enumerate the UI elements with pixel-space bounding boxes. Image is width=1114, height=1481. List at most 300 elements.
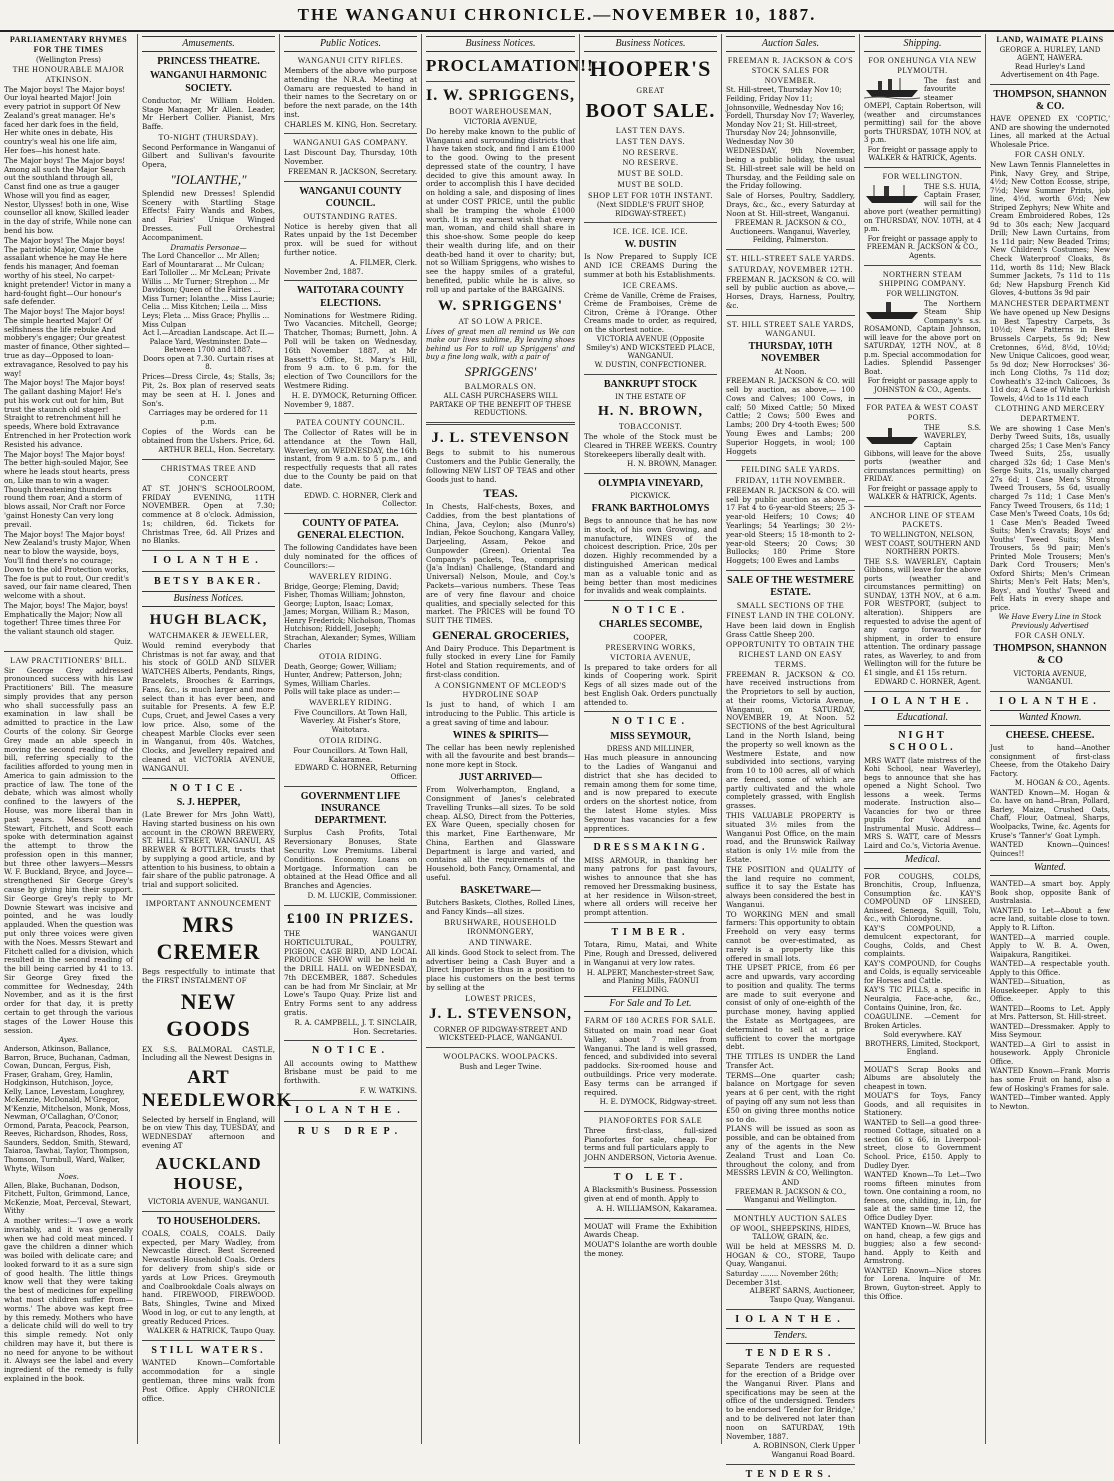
sat-title: SATURDAY, NOVEMBER 12TH.: [728, 264, 853, 274]
monthly-title: MONTHLY AUCTION SALES: [733, 1213, 848, 1223]
lines-list: New Lawn Tennis Flannelettes in Pink, Navy Grey, and Stripe, 4½d; New Cotton Ecosse, stripe, 7½d; New Summer Prints, job line, 4½d, worth 6½d; New Striped Zephyrs; New White and Cream Embroidered Robes, 12s 9d to 30s each; New Jacquard Drill; New Lawn Curtains, from 1s 11d pair; New Beaded Trims; New Children's Costumes; New Check Waterproof Cloaks, 8s 11d, worth 8s 11d; New Black Summer Jackets, 7s 11d to 11s 6d; New Hapsburg French Kid Gloves, 4-buttons 3s 9d pair: [990, 161, 1110, 298]
patea-sig: EDWD. C. HORNER, Clerk and Collector.: [303, 490, 417, 509]
divider: [584, 222, 717, 223]
tobacconist: TOBACCONIST.: [618, 422, 683, 432]
brown-title: H. N. BROWN,: [598, 404, 703, 420]
wanted-b: WANTED to Let—About a few acre land, suitable close to town. Apply to R. Lifton.: [990, 906, 1110, 932]
timber-sig: H. ALPERT, Manchester-street Saw, and Planing Mills, FAONUI FELDING.: [586, 968, 715, 994]
kays-text: KAY'S COMPOUND, a demulcent expectorant, for Coughs, Colds, and Chest complaints.: [864, 924, 981, 959]
divider: [142, 459, 275, 460]
thursday-title: THURSDAY, 10TH NOVEMBER: [748, 341, 833, 365]
dressmaking-body: MISS ARMOUR, in thanking her many patrons for past favours, wishes to announce that she has removed her Dressmaking business, at her residence in Wilson-street, where all orders will receive her prompt attention.: [584, 855, 717, 918]
arrived-body: From Wolverhampton, England, a Consignment of Janes's celebrated Travelling Trunks—all sizes. To be sold cheap. ALSO, Direct from the Potteries, EX Ware Queen, specially chosen for this market, Fine Earthenware, Mr China, Earthen and Glassware Department is large and varied, and contains all the requirements of the Household, both Fancy, Ornamental, and useful.: [426, 785, 575, 883]
spriggens-body2: Lives of great men all remind us We can make our lives sublime, By leaving shoes behind us For to roll up Spriggens' and buy a fine long walk, with a pair of: [426, 327, 575, 362]
fr-list: St. Hill-street, Thursday Nov 10; Feilding, Friday Nov 11; Johnsonville, Wednesday Nov 16; Fordell, Thursday Nov 17; Waverley, Monday Nov 21; St. Hill-street, Thursday Nov 24; Johnsonville, Wednesday Nov 30: [726, 86, 855, 146]
ice-creams-body: Crème de Vanille, Crème de Fraises, Crème de Framboises, Crème de Citron, Crème à l'Orange. Other Creams made to order, as required, on the shortest notice.: [584, 291, 717, 334]
divider: [142, 550, 275, 551]
bankrupt-title: BANKRUPT STOCK: [603, 378, 698, 390]
mouat-text: MOUAT'S Scrap Books and Albums are absolutely the cheapest in town.: [864, 1065, 981, 1091]
notice2-body: All accounts owing to Matthew Brisbane must be paid to me forthwith.: [284, 1058, 417, 1086]
general-groceries: GENERAL GROCERIES,: [432, 627, 569, 642]
steamship-icon: [864, 299, 920, 321]
perf-text: Second Performance in Wanganui of Gilbert and Sullivan's favourite Opera,: [142, 142, 275, 170]
acts: Act I.—Arcadian Landscape. Act II.—Palace Yard, Westminster. Date—Between 1700 and 1887.: [142, 329, 275, 355]
divider: [284, 786, 417, 787]
column-3: [280, 34, 422, 1444]
kays3-text: KAY'S TIC PILLS, a specific in Neuralgia, Face-ache, &c., Contains Quinine, Iron, &c.: [864, 986, 981, 1012]
northern-body: The Northern Steam Ship Company's s.s. ROSAMOND, Captain Johnson, will leave for the above port on SATURDAY, 12TH NOV., at 8 p.m. Special accommodation for Ladies. Splendid Passenger Boat.: [864, 299, 981, 376]
brown-sig: H. N. BROWN, Manager.: [627, 459, 717, 469]
soap-body: Is just to hand, of which I am introducing to the Public. This article is a great saving of time and labour.: [426, 700, 575, 727]
spriggens-sub: BOOT WAREHOUSEMAN,: [449, 107, 552, 117]
poll-text: Polls will take place as under:—: [284, 687, 401, 697]
mouats-text: MOUAT'S Iolanthe are worth double the money.: [584, 1240, 717, 1258]
anchor-sig: EDWARD C. HORNER, Agent.: [874, 678, 981, 687]
farm-title: FARM OF 180 ACRES FOR SALE.: [585, 1016, 716, 1026]
opera-title: "IOLANTHE,": [170, 171, 247, 187]
anchor-body: THE S.S. WAVERLEY, Captain Gibbons, will leave for the above ports (weather and circumstances permitting) on SUNDAY, 13TH NOV., at 6 a.m. FOR WESTPORT, (subject to alteration). Shippers are requested to advise the agent of any cargo forwarded for shipment, in order to ensure attention. The ordinary passage rates, as Waverley, to and from Wellington will for the future be £1 single, and £1 15s return.: [864, 557, 981, 677]
coaguline-text: COAGULINE. —Cement for Broken Articles.: [864, 1013, 981, 1030]
all-cash: ALL CASH PURCHASERS WILL PARTAKE OF THE BENEFIT OF THESE REDUCTIONS.: [429, 392, 572, 418]
section-for-sale: For Sale and To Let.: [584, 996, 717, 1012]
onehunga-sig: For freight or passage apply to WALKER & HATRICK, Agents.: [867, 145, 978, 163]
stevenson-body: Begs to submit to his numerous Customers and the Public Generally, the following NEW LIST OF TEAS and other Goods just to hand.: [426, 448, 575, 484]
xmas-body: AT ST. JOHN'S SCHOOLROOM, FRIDAY EVENING, 11TH NOVEMBER. Open at 7.30; commence at 8 o'clock. Admission, 1s; children, 6d. Tickets for Christmas Tree, 6d. All Prizes and no Blanks.: [142, 483, 275, 546]
wanted-h: WANTED—A Girl to assist in housework. Apply Chronicle Office.: [990, 1040, 1110, 1066]
divider: [284, 413, 417, 414]
divider: [726, 315, 855, 316]
wanted-d: WANTED—A respectable youth. Apply to this Office.: [990, 960, 1110, 977]
coaguline-sig: Sold everywhere. KAY BROTHERS, Limited, Stockport, England.: [864, 1031, 981, 1057]
hugh-sub: WATCHMAKER & JEWELLER,: [148, 631, 269, 641]
notice2-sig: F. W. WATKINS.: [359, 1085, 417, 1095]
important: IMPORTANT ANNOUNCEMENT: [145, 898, 272, 908]
steamship-icon: [864, 77, 920, 99]
cheese-body: Just to hand—Another consignment of first-class Cheese, from the Otakeho Dairy Factory.: [990, 744, 1110, 778]
secombe-sub: COOPER,: [633, 633, 668, 642]
pickwick: PICKWICK.: [630, 492, 671, 501]
woolpacks-body: Bush and Leger Twine.: [459, 1062, 542, 1071]
coughs-text: FOR COUGHS, COLDS, Bronchitis, Croup, Influenza, Consumption &c. KAY'S COMPOUND OF LINSEED, Aniseed, Senega, Squill, Tolu, &c., with Chlorodyne.: [864, 872, 981, 924]
wanted-j: WANTED—Timber wanted. Apply to Newton.: [990, 1094, 1110, 1111]
wanted2-text: WANTED Known—To Let—Two rooms fifteen minutes from town. One containing a room, no fences, one, childing, in, Lin, for sale at the same time 12, the Office Dudley Dyer.: [864, 1171, 981, 1222]
section-business: Business Notices.: [142, 591, 275, 607]
poem-title: PARLIAMENTARY RHYMES FOR THE TIMES: [9, 35, 128, 54]
divider: [726, 1464, 855, 1465]
manchester-title: MANCHESTER DEPARTMENT: [990, 298, 1110, 308]
opera-body: Splendid new Dresses! Splendid Scenery with Startling Stage Effects! Fairy Wands and Robes, and Fairies' Unique Winged Dresses. Full Orchestral Accompaniment.: [142, 188, 275, 242]
poem-verse: The Major, boys! The Major, boys! Emphatically the Major; Now all together! Three times three For the valiant staunch old stager.: [4, 600, 129, 637]
wines-body: The cellar has been newly replenished with all the favourite and best brands—none more kept in Stock.: [426, 742, 575, 770]
anchor-title: ANCHOR LINE OF STEAM PACKETS.: [869, 510, 976, 530]
poem: [4, 86, 133, 637]
must-be-sold: MUST BE SOLD.: [617, 179, 684, 189]
waitotara-body: Nominations for Westmere Riding. Two Vacancies. Mitchell, George; Thatcher, Thomas; Burnett, John. A Poll will be taken on Wednesday, 16th November 1887, at Mr Bassett's Office, St. Mary's Hill, from 9 a.m. to 6 p.m. for the election of Two Councillors for the Westmere Riding.: [284, 310, 417, 390]
otoia2-title: OTOIA RIDING.: [319, 736, 382, 745]
iolanthe-banner: IOLANTHE.: [295, 1104, 406, 1116]
secombe-title: CHARLES SECOMBE,: [598, 619, 703, 631]
sthill2-title: ST. HILL STREET SALE YARDS, WANGANUI.: [726, 319, 855, 339]
wellington-sig: For freight or passage apply to FREEMAN R. JACKSON & CO., Agents.: [866, 234, 979, 260]
clothing-body: We are showing 1 Case Men's Derby Tweed Suits, 18s, usually charged 25s; 1 Case Men's Fancy Tweed Suits, 25s, usually charged 32s 6d; 1 Case Men's Serge Suits, 21s, usually charged 27s 6d; 1 Case Men's Strong Tweed Trousers, 5s 6d, usually charged 7s 11d; 1 Case Men's Fancy Tweed Trousers, 6s 11d; 1 Case Men's Tweed Coats, 10s 6d; 1 Case Men's Beaded Tweed Suits; Men's Cravats; Boys' and Youths' Tweed Suits; Men's Trousers, 5s 9d pair; Men's Printed Mole Trousers; Men's Dark Cord Trousers; Men's Oxford Shirts; Men's Crimean Shirts; Men's Felt Hats; Men's, Boys', and Youths' Tweed and Felt Hats in every shape and price.: [990, 424, 1110, 612]
last-ten-days: LAST TEN DAYS.: [615, 126, 686, 136]
stevenson-title: J. L. STEVENSON: [431, 429, 570, 446]
wanted3-text: WANTED Known—W. Bruce has on hand, cheap, a few gigs and buggies; also a few second-hand. Apply to Keith and Armstrong.: [864, 1223, 981, 1266]
otoia-names: Death, George; Gower, William; Hunter, Andrew; Patterson, John; Symes, William Charles.: [284, 662, 403, 688]
theatre-title: PRINCESS THEATRE.: [157, 56, 260, 68]
divider: [584, 1218, 717, 1219]
wellington-title: FOR WELLINGTON.: [882, 172, 963, 181]
divider: [726, 249, 855, 250]
society-title: WANGANUI HARMONIC SOCIETY.: [150, 70, 267, 94]
dustin-addr: VICTORIA AVENUE (Opposite Smiley's) AND WICKSTEED PLACE, WANGANUI.: [586, 335, 715, 361]
wanted-c: WANTED—A married couple. Apply to W. B. A. Owen, Waipakura, Rangitikei.: [990, 933, 1110, 959]
divider: [142, 1211, 275, 1212]
column-7: [860, 34, 986, 1444]
seymour-body: Has much pleasure in announcing to the Ladies of Wanganui and district that she has decided to remain among them for some time, and is now prepared to execute orders on the shortest notice, from the latest Home styles. Miss Seymour has vacancies for a few apprentices.: [584, 753, 717, 833]
poem-verse: The Major boys! The Major boys! The gallant dashing Major! He's put his work cut out for him, But trust the staunch old stager! Straight to retrenchment hill he speeds, Where bold Extravance Entrenched in her Protection work Resisted his advance.: [4, 378, 132, 449]
thompson-title: THOMPSON, SHANNON & CO.: [993, 88, 1107, 113]
must-be-sold: MUST BE SOLD.: [617, 169, 684, 179]
thompson-addr: VICTORIA AVENUE, WANGANUI.: [1013, 669, 1087, 687]
monthly-sub: OF WOOL, SHEEPSKINS, HIDES, TALLOW, GRAIN, &c.: [730, 1224, 851, 1242]
govt-body: Surplus Cash Profits, Total Reversionary Bonuses, State Security. Low Premiums. Liberal Conditions. Economy. Loans on Mortgage. Information can be obtained at the Head Office and all Branches and Agencies.: [284, 828, 417, 891]
council-sub: OUTSTANDING RATES.: [303, 211, 398, 221]
stevenson-addr: CORNER OF RIDGWAY-STREET AND WICKSTEED-PLACE, WANGANUI.: [433, 1025, 568, 1043]
society-body: Conductor, Mr William Holden. Stage Manager, Mr Allen. Leader, Mr Herbert Collier. Pianist, Mrs Baffe.: [142, 95, 275, 132]
friday-title: FRIDAY, 11TH NOVEMBER.: [735, 476, 846, 486]
divider: [726, 1209, 855, 1210]
tinware-title: AND TINWARE.: [468, 938, 533, 948]
westmere-title: SALE OF THE WESTMERE ESTATE.: [727, 574, 854, 599]
wanted-known-text: WANTED Known—M. Hogan & Co. have on hand—Bran, Pollard, Barley, Maize, Crushed Oats, Chaff, Flour, Oatmeal, Sharps, Woolpacks, Twine, &c. Agents for Kruse's 'Tanner's' Goat Lymph.: [990, 788, 1110, 840]
gas-title: WANGANUI GAS COMPANY.: [293, 138, 408, 148]
basket-title: BASKETWARE—: [460, 884, 541, 896]
carriages: Carriages may be ordered for 11 p.m.: [148, 408, 269, 427]
divider: [584, 837, 717, 838]
thompson-title2: THOMPSON, SHANNON & CO: [993, 643, 1107, 667]
section-auction: Auction Sales.: [726, 36, 855, 52]
divider: [426, 81, 575, 82]
tinware-body: All kinds. Good Stock to select from. The advertiser being a Cash Buyer and a Direct Importer is thus in a position to place his customers on the best terms by selling at the: [426, 947, 575, 992]
northern-sig: For freight or passage apply to JOHNSTON & CO., Agents.: [867, 377, 978, 394]
dressmaking-title: DRESSMAKING.: [593, 842, 708, 854]
poem-subtitle: THE HONOURABLE MAJOR ATKINSON.: [12, 65, 125, 84]
tenders-body: Separate Tenders are requested for the erection of a Bridge over the Wanganui River. Plans and specifications may be seen at the office of the undersigned. Tenders to be endorsed 'Tender for Bridge,' and to be delivered not later than noon on SATURDAY, 19th November, 1887.: [726, 1361, 855, 1441]
monthly-body: Will be held at MESSRS M. D. HOGAN & CO., STORE, Taupo Quay, Wanganui.: [726, 1241, 855, 1269]
arrived-title: JUST ARRIVED—: [459, 772, 542, 784]
column-5: [580, 34, 722, 1444]
upset: THE UPSET PRICE, from £6 per acre and upwards, vary according to position and quality. The terms are made to suit everyone and consist of only of one-eighth of the purchase money, having applied the Estate as Mortgagees, are determined to sell at a price sufficient to cover the mortgage debt.: [726, 963, 855, 1052]
divider: [284, 181, 417, 182]
wanted-known2-text: WANTED Known—Quinces! Quinces!!: [990, 841, 1110, 858]
section-business: Business Notices.: [584, 36, 717, 52]
poem-byline: (Wellington Press): [35, 55, 102, 64]
cremer-body: Begs respectfully to intimate that the FIRST INSTALMENT OF: [142, 967, 275, 986]
waverley2-title: WAVERLEY RIDING.: [309, 697, 392, 707]
poem-verse: The Major boys! The Major boys! Our loyal hearted Major! Join every patriot in support Of New Zealand's great manager. He's faced her dark foes in the field, Her white ones in debate, His country's weal his one life aim, Her foes—his honest hate.: [4, 84, 126, 155]
spriggens-addr: VICTORIA AVENUE,: [463, 118, 538, 127]
tenders2-title: TENDERS.: [745, 1468, 836, 1480]
cremer-body3: Selected by herself in England, will be on view This day, TUESDAY, and WEDNESDAY afternoon and evening AT: [142, 1114, 275, 1150]
working: TO WORKING MEN and small farmers: This opportunity to obtain Freehold on very easy terms cannot be over-estimated, as rarely is a property like this offered in small lots.: [726, 909, 855, 963]
iolanthe-banner: IOLANTHE.: [871, 695, 974, 707]
notice-title: NOTICE.: [170, 782, 247, 794]
teas-title: TEAS.: [483, 486, 518, 501]
divider: [4, 651, 133, 652]
spriggens-head: W. SPRIGGENS': [438, 297, 563, 314]
tolet-sig: A. H. WILLIAMSON, Kakaramea.: [596, 1203, 717, 1213]
patea-body: The Collector of Rates will be in attendance at the Town Hall, Waverley, on WEDNESDAY, the 16th instant, from 9 a.m. to 5 p.m., and respectfully requests that all rates due to the County be paid on that date.: [284, 428, 417, 490]
waitotara-sig: H. E. DYMOCK, Returning Officer.: [291, 390, 417, 400]
divider: [284, 1121, 417, 1122]
divider: [864, 398, 981, 399]
xmas-title: CHRISTMAS TREE AND CONCERT: [160, 464, 257, 484]
iolanthe-banner: IOLANTHE.: [999, 695, 1101, 707]
wed-body: WEDNESDAY, 9th November, being a public holiday, the usual St. Hill-street sale will be held on Thursday, and the Feilding sale on the Friday following.: [726, 146, 855, 191]
coal-body: COALS, COALS, COALS. Daily expected, per Mary Wadley, from Newcastle direct. Best Screened Newcastle Household Coals. Orders for delivery from ship's side or yards at Low Prices. Greymouth and Coalbrookdale Coals always on hand. FIREWOOD, FIREWOOD. Bats, Shingles, Twine and Mixed Wood in log, or cut to any length, at greatly Reduced Prices.: [142, 1228, 275, 1326]
gas-sig: FREEMAN R. JACKSON, Secretary.: [287, 166, 417, 176]
cremer-title: MRS CREMER: [156, 911, 261, 964]
waverley-names: Bridge, George; Fleming, David; Fisher, Thomas William; Johnston, George; Lupton, Isaac; Lomax, James; Morgan, William R.; Mason, Henry Frederick; Nicholson, Thomas Hutchison; Riddell, Joseph; Strachan, Alexander; Symes, William Charles: [284, 582, 416, 651]
auckland-house: AUCKLAND HOUSE,: [155, 1153, 262, 1194]
poem-verse: The Major boys! The Major boys! Among all such the Major Search out the southland through all, Canst find one as true a gauger Whose will you find as eager, Nestor, Ulysses! both in one, Wise counsellor all know, Skilled leader in the day of strife, While none can bend his bow.: [4, 155, 132, 236]
wanted-e: WANTED—Situation, as Housekeeper. Apply to this Office.: [990, 978, 1110, 1004]
titles: THE TITLES IS UNDER the Land Transfer Act.: [726, 1052, 855, 1070]
night-body: MRS WATT (late mistress of the Kohi School, near Waverley), begs to announce that she has opened a Night School. Two lessons a week. Terms moderate. Instruction also—Vacancies for two or three pupils for Vocal and Instrumental Music. Address—MRS S. WATT, care of Messrs Laird and Co.'s, Victoria Avenue.: [864, 756, 981, 850]
northern-title: NORTHERN STEAM SHIPPING COMPANY.: [879, 269, 966, 289]
westmere-body2: FREEMAN R. JACKSON & CO. have received instructions from the Proprietors to sell by auction, at their rooms, Victoria Avenue, Wanganui, on SATURDAY, NOVEMBER 19, At Noon. 52 SECTIONS of the best Agricultural Land in the North Island, being the property so well known as the Westmere Estate, and now subdivided into sections, varying from 10 to 100 acres, all of which are fenced, some of which are partly cultivated and the whole completely grassed, with English grasses.: [726, 669, 855, 811]
prize-sig: R. A. CAMPBELL, J. T. SINCLAIR, Hon. Secretaries.: [294, 1017, 417, 1036]
cremer-body2: EX S.S. BALMORAL CASTLE, Including all the Newest Designs in: [142, 1044, 275, 1063]
lowest-prices: LOWEST PRICES,: [465, 993, 536, 1003]
rifles-body: Members of the above who purpose attending the N.R.A. Meeting at Oamaru are requested to hand in their names to the Secretary on or before the next parade, on the 14th inst.: [284, 65, 417, 119]
sthill-title: ST. HILL-STREET SALE YARDS.: [726, 254, 855, 263]
column-2: [138, 34, 293, 1444]
northern-sub: FOR WELLINGTON.: [886, 290, 959, 299]
notice-title: NOTICE.: [612, 605, 689, 617]
divider: [284, 280, 417, 281]
opportunity: OPPORTUNITY TO OBTAIN THE RICHEST LAND ON EASY TERMS.: [726, 640, 855, 669]
terms: TERMS—One quarter cash; balance on Mortgage for seven years at 6 per cent, with the right of paying off any sum not less than £50 on giving three months notice so to do.: [726, 1070, 855, 1124]
saturday: Saturday ........ November 26th; December 31st.: [726, 1270, 839, 1287]
olympia-title: OLYMPIA VINEYARD,: [598, 478, 703, 490]
proclamation-title: PROCLAMATION!!: [426, 56, 594, 76]
woolpacks-title: WOOLPACKS. WOOLPACKS.: [443, 1051, 558, 1061]
wanted-text: WANTED to Sell—a good three-roomed Cottage, situated on a section 66 x 66, in Liverpool-street, close to Government School. Price, £150. Apply to Dudley Dyer.: [864, 1118, 981, 1170]
election-title: COUNTY OF PATEA. GENERAL ELECTION.: [297, 518, 404, 542]
book-text: Copies of the Words can be obtained from the Ushers. Price, 6d.: [142, 426, 275, 445]
wanted-f: WANTED—Rooms to Let. Apply at Mrs. Patterson, St. Hill-street.: [990, 1004, 1110, 1022]
patea-body: THE S.S. WAVERLEY, Captain Gibbons, will leave for the above ports (weather and circumstances permitting) on FRIDAY.: [864, 423, 981, 484]
steamship-icon: [864, 424, 920, 446]
wanted-i: WANTED Known—Frank Morris has some Fruit on hand, also a few of Hosking's Frames for sale.: [990, 1067, 1110, 1093]
divider: [142, 894, 275, 895]
land-sub: GEORGE A. HURLEY, LAND AGENT, HAWERA.: [999, 45, 1101, 63]
column-8: [986, 34, 1114, 1444]
divider: [584, 922, 717, 923]
wanted-g: WANTED—Dressmaker. Apply to Miss Seymour.: [990, 1022, 1110, 1040]
patea-title: PATEA COUNTY COUNCIL.: [296, 418, 405, 428]
last-ten-days: LAST TEN DAYS.: [615, 136, 686, 146]
divider: [426, 1047, 575, 1048]
otoia-title: OTOIA RIDING.: [319, 651, 382, 661]
position: THE POSITION and QUALITY of the land require no comment, suffice it to say the Estate has always been considered the best in Wanganui.: [726, 864, 855, 909]
divider: [726, 1309, 855, 1310]
westmere-body: Have been laid down in English Grass Cattle Sheep 200.: [726, 620, 855, 639]
hugh-body: Would remind everybody that Christmas is not far away, and that his stock of GOLD AND SILVER WATCHES Alberts, Pendants, Rings, Bracelets, Brooches & Earrings, Fans, &c., is much larger and more select than it has ever been, and suitable for Presents. A few E.P. Cups, Cruet, and Jewel Cases a very low price. Also, some of the cheapest Marble Clocks ever seen in Wanganui, from 40s. Watches, Clocks, and Jewellery repaired and cleaned at VICTORIA AVENUE, WANGANUI.: [142, 640, 275, 773]
farm-body: Situated on main road near Goat Valley, about 7 miles from Wanganui. The land is well grassed, fenced, and subdivided into several paddocks. Six-roomed house and outbuildings. Price very moderate. Easy terms can be arranged if required.: [584, 1026, 717, 1097]
govt-title: GOVERNMENT LIFE INSURANCE DEPARTMENT.: [300, 790, 401, 827]
and: AND: [781, 1178, 800, 1188]
divider: [584, 473, 717, 474]
personae-head: Dramatis Personae—: [170, 242, 247, 252]
valuable: THIS VALUABLE PROPERTY is situated 3½ miles from the Wanganui Post Office, on the main road, and the Brunswick Railway station is only 1½ mile from the Estate.: [726, 811, 855, 864]
onehunga-body: The fast and favourite steamer OMEPI, Captain Robertson, will (weather and circumstances permitting) sail for the above ports THURSDAY, 10TH NOV, at 3 p.m.: [864, 76, 981, 145]
night-title: NIGHT SCHOOL.: [889, 730, 956, 754]
betsy-banner: BETSY BAKER.: [154, 576, 263, 588]
gas-body: Last Discount Day, Thursday, 10th November.: [284, 148, 417, 166]
fr-sig: FREEMAN R. JACKSON & CO., Auctioneers. Wanganui, Waverley, Feilding, Palmerston.: [730, 219, 851, 245]
divider: [864, 506, 981, 507]
thursday-body: FREEMAN R. JACKSON & CO. will sell by auction, as above,— 100 Cows and Calves; 100 Cows, in calf; 50 Mixed Cattle; 50 Mixed Cattle; 2 Cows; 500 Ewes and Lambs; 200 Dry 4-tooth Ewes; 500 Young Ewes and Lambs; 200 Superior Hoggets, in wool; 100 Hoggets: [726, 376, 855, 456]
divider: [864, 691, 981, 692]
section-educational: Educational.: [864, 710, 981, 726]
anchor-sub: TO WELLINGTON, NELSON, WEST COAST, SOUTHERN AND NORTHERN PORTS.: [864, 531, 981, 557]
dustin-title: W. DUSTIN: [624, 239, 677, 251]
thompson-body: HAVE OPENED EX 'COPTIC,' AND are showing the undernoted Lines, all marked at the Actual Wholesale Price.: [990, 115, 1110, 149]
auckland-sub: VICTORIA AVENUE, WANGANUI.: [147, 1198, 270, 1207]
law-article: Sir George Grey addressed pronounced success with his Law Practitioners' Bill. The measure simply provides that any person who shall successfully pass an examination in law shall be admitted to practice in the Law Courts of the colony. Sir George Grey made an able speech in moving the second reading of the bill, referring specially to the facilities afforded to young men in America to gain admission to the practice of law. The tone of the debate, which was almost wholly confined to the lawyers of the House, was more liberal than in past years. Messrs Downie Stewart, Fitchett, and Scott each spoke with determination against the attempt to throw the profession open in this manner, but three other lawyers—Messrs W. F. Buckland, Bryce, and Joyce—strengthened Sir George Grey's cause by giving him their support. Sir George Grey's reply to Mr Downie Stewart was incisive and pointed, and he was loudly applauded. When the question was put only three voices were given with the Noes. Messrs Stewart and Fitchett called for a division, which resulted in the second reading of the bill being carried by 41 to 13. Sir George Grey fixed the committee for Wednesday, 24th November, and as it is the first order for that day, it is pretty certain to get through the various stages of the Lower House this session.: [4, 665, 133, 1035]
no-reserve: NO RESERVE.: [622, 147, 679, 157]
patea-sig: For freight or passage apply to WALKER & HATRICK, Agents.: [867, 484, 978, 502]
tolet-title: TO LET.: [613, 1172, 688, 1184]
noes-label: Noes.: [58, 1172, 79, 1182]
section-public: Public Notices.: [284, 36, 417, 52]
art-needlework: ART NEEDLEWORK: [142, 1067, 293, 1112]
basket-body: Butchers Baskets, Clothes, Rolled Lines, and Fancy Kinds—all sizes.: [426, 898, 575, 916]
divider: [726, 460, 855, 461]
notice2-title: NOTICE.: [612, 716, 689, 728]
divider: [284, 133, 417, 134]
soap-title: A CONSIGNMENT OF MCLEOD'S HYDROLINE SOAP: [434, 680, 567, 700]
divider: [584, 1111, 717, 1112]
waverley-title: WAVERLEY RIDING.: [309, 571, 392, 581]
column-4: [422, 34, 594, 1444]
kays2-text: KAY'S COMPOUND, for Coughs and Colds, is equally serviceable for Horses and Cattle.: [864, 959, 981, 985]
govt-sig: D. M. LUCKIE, Commissioner.: [307, 890, 417, 900]
poem-verse: The Major boys! The Major boys! New Zealand's trusty Major, When near to blow the wayside, boys, You'll find there's no courage; Down to the old Protection works, The foe is put to rout, Our credit's saved, our fair name cleared, Then welcome with a shout.: [4, 529, 132, 601]
stevenson-title2: J. L. STEVENSON,: [428, 1006, 573, 1023]
mother-article: A mother writes:—'I owe a work invariably, and it was generally when we had cold meat minced. I gave the children a dinner which was boiled with delicate care; and looked forward to it as a sure sign of good health. The little things know well that they were taking the best of medicines for expelling what most children suffer from—worms.' The above was kept free by this remedy. Mothers who have a delicate child will do well to try this simple remedy. Not only children may have it, but there is no need for anyone to be without it. Always see the label and every ingredient of the remedy is fully explained in the book.: [4, 1215, 133, 1384]
westmere-sub: SMALL SECTIONS OF THE FINEST LAND IN THE COLONY.: [726, 601, 855, 620]
poll-body: Five Councillors. At Town Hall, Waverley. At Fisher's Store, Waitotara.: [293, 707, 408, 735]
ice-creams: ICE CREAMS.: [622, 280, 679, 290]
no-reserve: NO RESERVE.: [622, 158, 679, 168]
pianos-sig: JOHN ANDERSON, Victoria Avenue.: [584, 1153, 717, 1163]
cash-only: FOR CASH ONLY.: [1014, 150, 1086, 160]
wanted-a: WANTED—A smart boy. Apply Book shop, opposite Bank of Australasia.: [990, 880, 1110, 906]
returning-sig: EDWARD C. HORNER, Returning Officer.: [294, 763, 417, 782]
section-business: Business Notices.: [426, 36, 575, 52]
divider: [864, 1061, 981, 1062]
spriggens-body: Do hereby make known to the public of Wanganui and surrounding districts that I have taken stock, and find I am £1000 to the good. Owing to the present depressed state of the country, I have decided to give this amount away. In order to accomplish this I have decided on holding a sale, and disposing of lines at under COST PRICE, until the public shall be tramping the whole £1000 worth. It is my earnest wish that every man, woman, and child shall share in this shoe-show. Some people do keep their wealth during life, and on their death-bed hand it over to charity; but, not so William Spriggens, who wishes to see the happy smiles of a grateful, benefited, public while he is alive, so roll up and partake of the BARGAINS.: [426, 126, 575, 294]
waitotara-title: WAITOTARA COUNTY ELECTIONS.: [296, 285, 405, 309]
feilding-title: FEILDING SALE YARDS.: [741, 465, 840, 475]
prices: Prices—Dress Circle, 4s; Stalls, 3s; Pit, 2s. Box plan of reserved seats may be seen at H. I. Jones and Son's.: [142, 372, 275, 408]
divider: [584, 1167, 717, 1168]
hooper-title: HOOPER'S: [589, 56, 712, 82]
doors: Doors open at 7.30. Curtain rises at 8.: [143, 353, 274, 372]
brush-title: BRUSHWARE, HOUSEHOLD IRONMONGERY,: [444, 917, 557, 937]
sarns-sig: ALBERT SARNS, Auctioneer, Taupo Quay, Wanganui.: [749, 1286, 855, 1304]
estate: IN THE ESTATE OF: [615, 392, 686, 401]
ayes-label: Ayes.: [58, 1035, 79, 1045]
section-amusements: Amusements.: [142, 36, 275, 52]
secombe-addr: PRESERVING WORKS, VICTORIA AVENUE,: [605, 643, 696, 662]
poem-signoff: Quiz.: [114, 636, 133, 646]
council-body: Notice is hereby given that all Rates unpaid by the 1st December prox. will be sued for without further notice.: [284, 221, 417, 257]
timber-body: Totara, Rimu, Matai, and White Pine, Rough and Dressed, delivered in Wanganui at very low rates.: [584, 940, 717, 967]
personae-list: The Lord Chancellor ... Mr Allen; Earl of Mountararat ... Mr Culcan; Earl Tolloller ... Mr McLean; Private Willis ... Mr Turner; Strephon ... Mr Davidson; Queen of the Fairies ... Miss Turner; Iolanthe ... Miss Laurie; Celia ... Miss Kitchen; Leila ... Miss Leys; Fleta ... Miss Grace; Phyllis ... Miss Culpan: [142, 252, 275, 329]
poll-body2: Four Councillors. At Town Hall, Kakaramea.: [293, 745, 408, 764]
seymour-title: MISS SEYMOUR,: [610, 730, 691, 742]
farm-sig: H. E. DYMOCK, Ridgway-street.: [599, 1097, 717, 1107]
still-waters: STILL WATERS.: [151, 1345, 266, 1357]
divider: [142, 1340, 275, 1341]
divider: [426, 422, 575, 425]
poem-verse: The Major boys! The Major boys! The patriotic Major, Come the assailant whence he may He here fends his manager, And foeman worthy of his steel, No carpet-knight pretender! Victor in many a hard-fought fight—Our honour's safe defender.: [4, 235, 132, 307]
divider: [990, 691, 1110, 692]
plans: PLANS will be issued as soon as possible, and can be obtained from any of the agents in the New Zealand Trust and Loan Co. throughout the colony, and from MESSRS LEVIN & CO, Wellington.: [726, 1124, 855, 1178]
iolanthe-banner: IOLANTHE.: [153, 555, 264, 567]
noes-names: Allen, Blake, Buchanan, Dodson, Fitchett, Fulton, Grimmond, Lance, McKenzie, Moat, Perceval, Stewart, Withy: [4, 1181, 132, 1216]
notice2-title: NOTICE.: [312, 1045, 389, 1057]
divider: [864, 265, 981, 266]
pianos-title: PIANOFORTES FOR SALE: [598, 1116, 703, 1126]
dustin-sig: W. DUSTIN, CONFECTIONER.: [594, 359, 707, 369]
rising-text: We Have Every Line in Stock Previously Advertised: [998, 613, 1102, 630]
mouat2-text: MOUAT'S for Toys, Fancy Goods, and all requisites in Stationery.: [864, 1092, 981, 1118]
steamship-icon: [864, 183, 920, 205]
fr-title: FREEMAN R. JACKSON & CO'S STOCK SALES FOR NOVEMBER.: [727, 56, 854, 85]
wanted-body: WANTED Known—Comfortable accommodation for a single gentleman, three mins walk from Post Office. Apply CHRONICLE office.: [142, 1358, 275, 1403]
masthead: [0, 0, 1114, 32]
masthead-title: THE WANGANUI CHRONICLE.—NOVEMBER 10, 1887.: [297, 5, 817, 24]
section-shipping: Shipping.: [864, 36, 981, 52]
section-medical: Medical.: [864, 852, 981, 868]
wellington-body: THE S.S. HUIA, Captain Fraser, will sail for the above port (weather permitting) on THURSDAY, NOV. 10TH, at 4 p.m.: [864, 182, 981, 234]
hugh-title: HUGH BLACK,: [149, 611, 268, 628]
manchester-body: We have opened up New Designs in Best Tapestry Carpets, 3s 10½d; New Patterns in Best Brussels Carpets, 5s 9d; New Cretonnes, 6½d, 8½d, 10½d; New Unique Calicoes, good wear, 5s 9d doz; New Horrockses' 36-inch Long Cloths, 7s 11d doz; Cowheath's 32-inch Calicoes, 3s 11d doz; A Case of White Turkish Towels, 4½d to 1s 11d each: [990, 309, 1110, 403]
ayes-names: Anderson, Atkinson, Ballance, Barron, Bruce, Buchanan, Cadman, Cowan, Duncan, Fergus, Fish, Fraser, Graham, Grey, Hamlin, Hodgkinson, Hutchison, Joyce, Kelly, Lance, Levestam, Loughrey, McKenzie, McDonald, M'Gregor, M'Kenzie, Mitchelson, Monk, Moss, Newman, O'Callaghan, O'Conor, Ormond, Parata, Peacock, Pearson, Reeves, Richardson, Rhodes, Ross, Saunders, Seddon, Smith, Steward, Taiaroa, Tawhai, Taylor, Thompson, Thomson, Turnbull, Ward, Walker, Whyte, Wilson: [4, 1045, 131, 1173]
divider: [284, 1100, 417, 1101]
sale-body: Sale of Horses, Poultry, Saddlery, Drays, &c., &c., every Saturday at Noon at St. Hill-street, Wanganui.: [726, 191, 855, 218]
shop-let: SHOP LET FOR 10TH INSTANT.: [588, 190, 713, 200]
ice-title: ICE. ICE. ICE. ICE.: [612, 227, 689, 237]
cheese-title: CHEESE. CHEESE.: [1005, 730, 1095, 742]
land-body: Read Hurley's Land Advertisement on 4th Page.: [1000, 62, 1100, 80]
secombe-body: Is prepared to take orders for all kinds of Coopering work. Spirit Kegs of all sizes made out of the best English Oak. Orders punctually attended to.: [584, 662, 717, 707]
poem-verse: The Major boys! The Major boys! The better high-souled Major, See where he leads stout hearts, press on, Like man to win a wager. Though threatening thunders round them roar, And a storm of blows assail, Nor Craft nor Force 'gainst Honesty Can very long prevail.: [4, 449, 130, 529]
section-tenders: Tenders.: [726, 1328, 855, 1344]
frank-body: Begs to announce that he has now in stock, of his own Growing, and manufacture, WINES of the choicest description. Price, 20s per dozen. Highly recommended by a distinguished American medical man as a valuable tonic and as being better than most medicines for invalids and weak complaints.: [584, 516, 717, 596]
divider: [284, 513, 417, 514]
spriggens-low: AT SO LOW A PRICE.: [458, 316, 543, 326]
waitotara-date: November 9, 1887.: [284, 399, 355, 409]
mouat-text: MOUAT will Frame the Exhibition Awards Cheap.: [584, 1221, 717, 1240]
poem-verse: The Major boys! The Major boys! The simple hearted Major! Of selfishness the life rebuke And mobbery's engager; Our greatest master of finance, Other sighted—true as day—Opposed to loan-extravagance, Resolved to pay his way!: [4, 307, 130, 378]
